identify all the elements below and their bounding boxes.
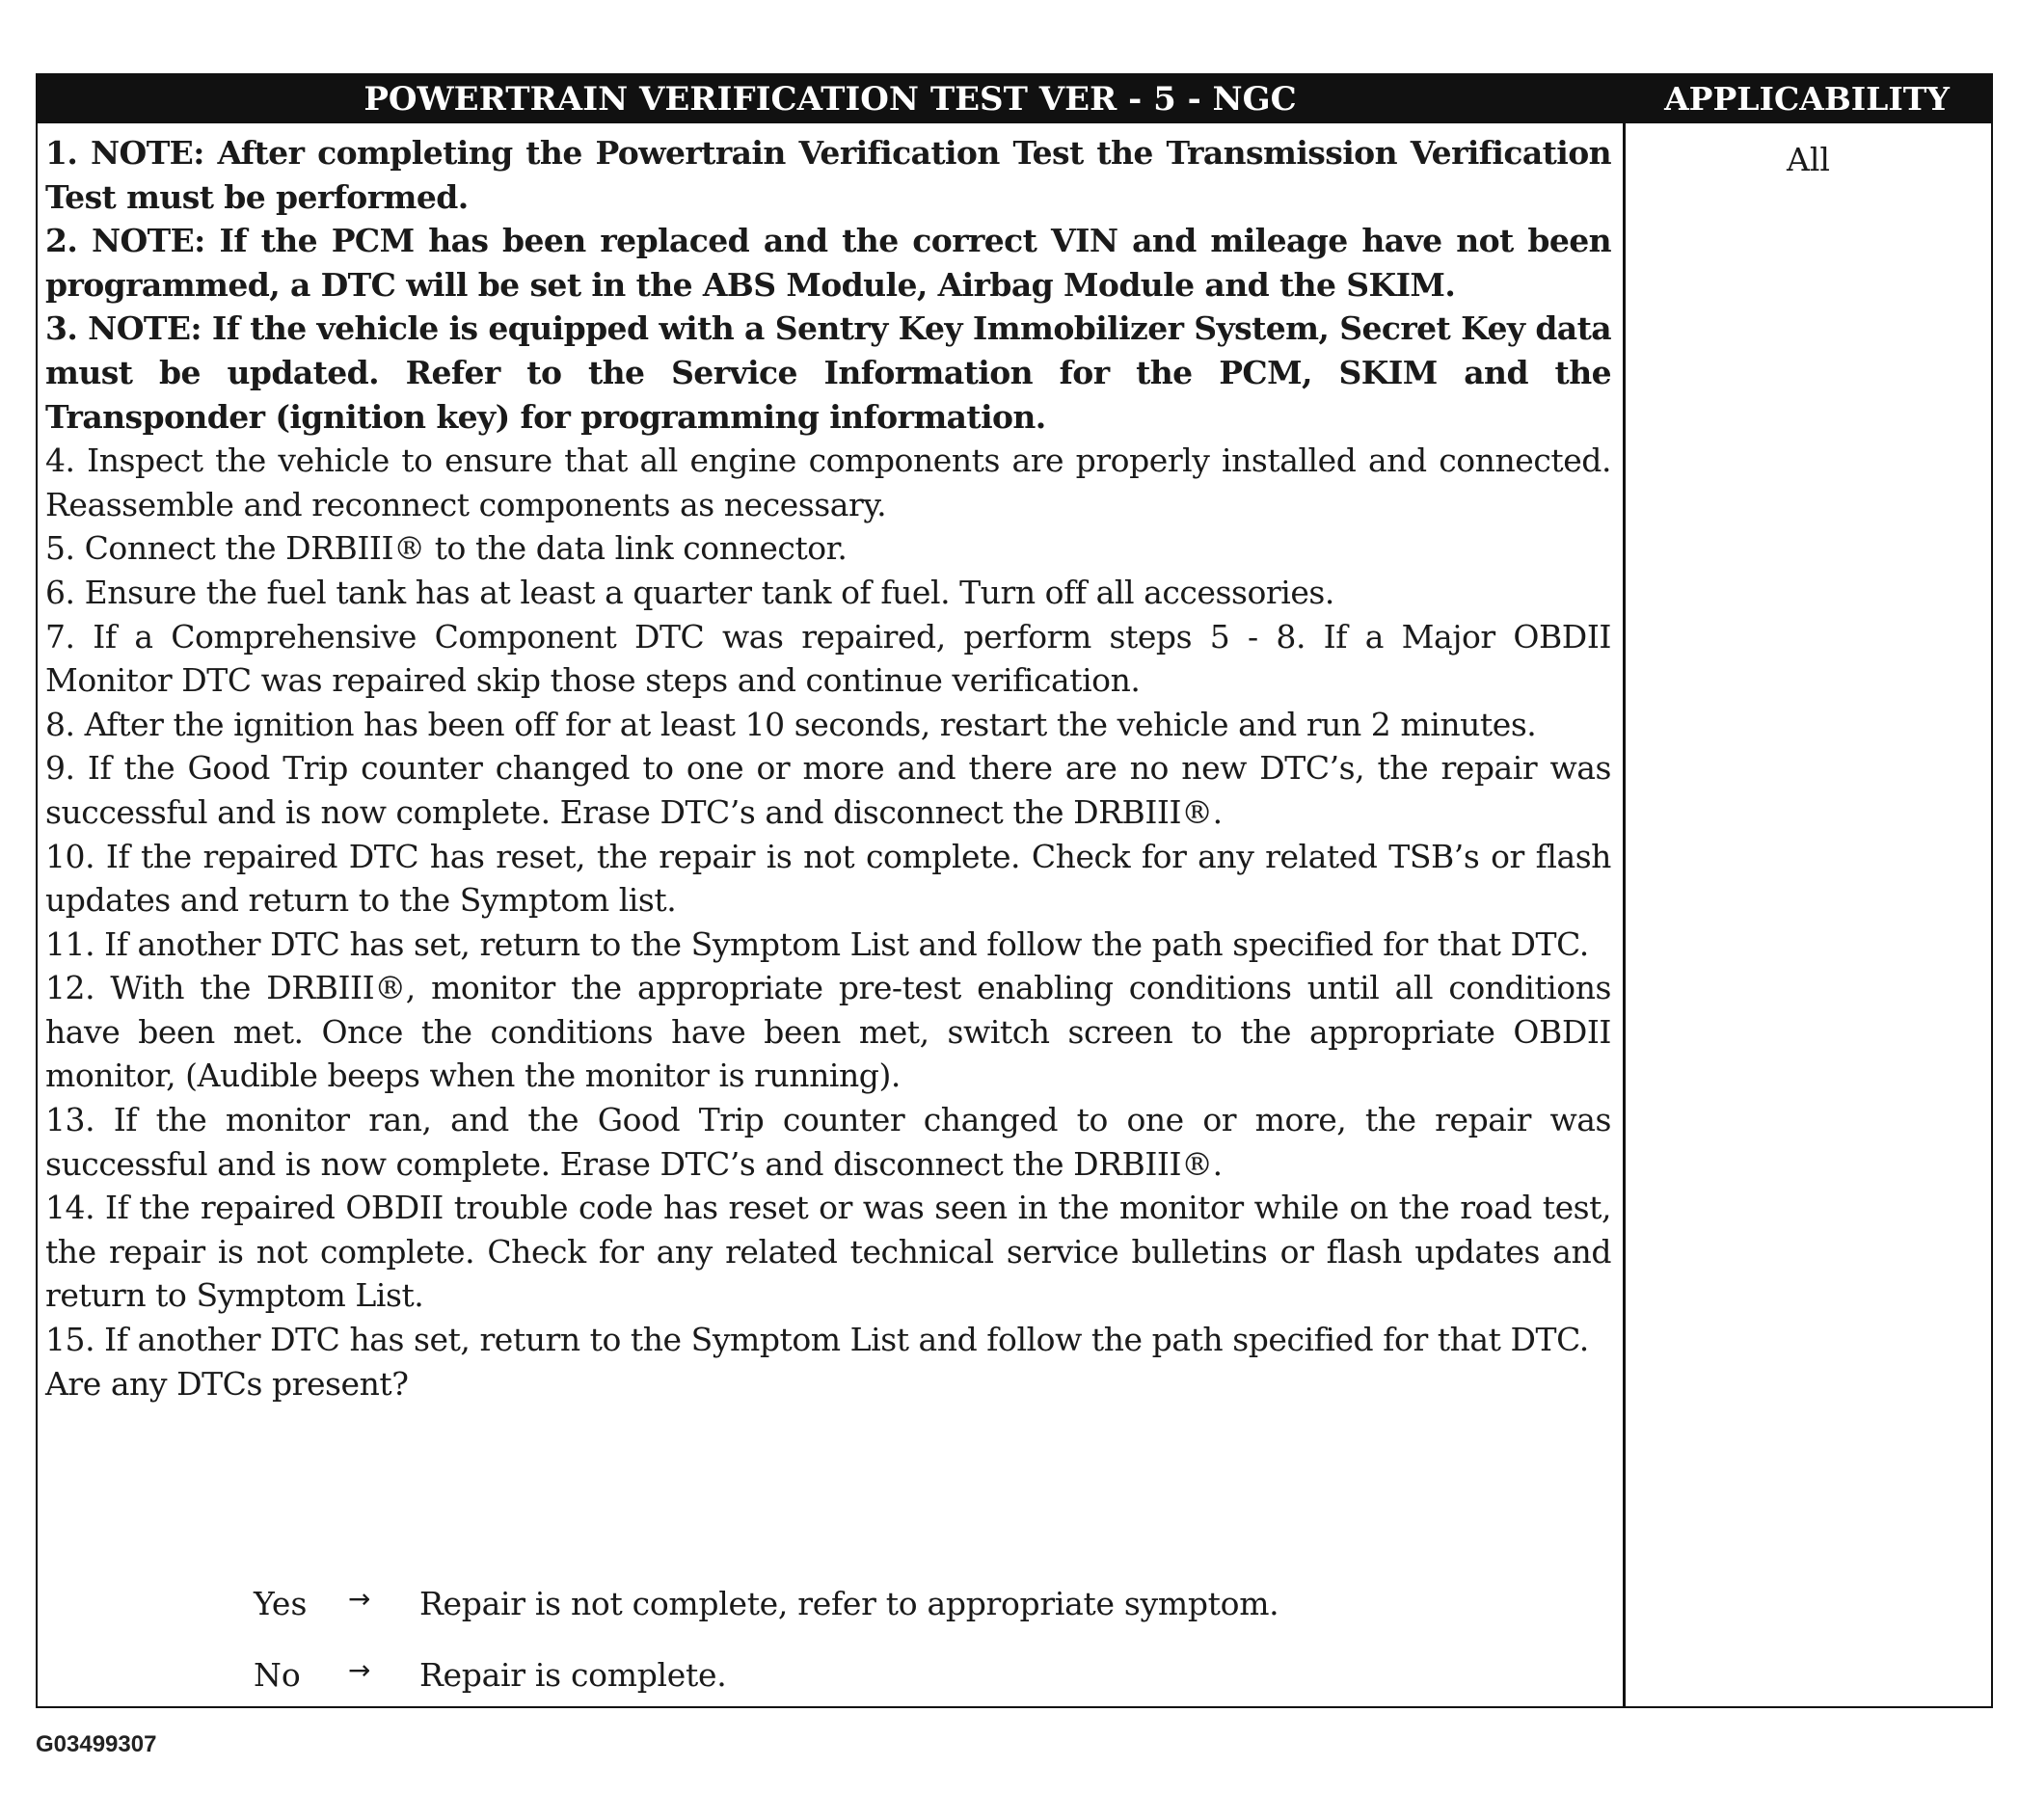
step-item: 5. Connect the DRBIII® to the data link connector.	[45, 529, 848, 568]
step-item: 7. If a Comprehensive Component DTC was repaired, perform steps 5 - 8. If a Major OBDII Monitor DTC was repaired skip those steps and continue verification.	[45, 617, 1611, 700]
answer-options	[45, 1585, 1588, 1727]
question-text: Are any DTCs present?	[45, 1364, 409, 1403]
column-divider	[1623, 123, 1626, 1706]
applicability-value: All	[1787, 141, 1830, 178]
step-item: 2. NOTE: If the PCM has been replaced and the correct VIN and mileage have not been programmed, a DTC will be set in the ABS Module, Airbag Module and the SKIM.	[45, 222, 1611, 304]
step-item: 12. With the DRBIII®, monitor the appropriate pre-test enabling conditions until all conditions have been met. Once the conditions have been met, switch screen to the appropriate OBDII monitor, (Audible beeps when the monitor is running).	[45, 969, 1611, 1095]
answer-no-label: No	[254, 1656, 301, 1694]
applicability-header: APPLICABILITY	[1664, 80, 1950, 118]
step-item: 14. If the repaired OBDII trouble code has reset or was seen in the monitor while on the road test, the repair is not complete. Check for any related technical service bulletins or flash updates and return to Symptom List.	[45, 1189, 1611, 1315]
step-item: 6. Ensure the fuel tank has at least a quarter tank of fuel. Turn off all accessories.	[45, 573, 1334, 611]
steps-column	[45, 131, 1611, 1405]
answer-no	[45, 1656, 1588, 1727]
arrow-right-icon: →	[348, 1583, 371, 1615]
step-item: 15. If another DTC has set, return to the Symptom List and follow the path specified for that DTC.	[45, 1321, 1589, 1359]
answer-yes-text: Repair is not complete, refer to appropriate symptom.	[419, 1585, 1279, 1622]
step-item: 8. After the ignition has been off for at least 10 seconds, restart the vehicle and run 2 minutes.	[45, 705, 1537, 743]
answer-yes-label: Yes	[254, 1585, 308, 1622]
step-item: 3. NOTE: If the vehicle is equipped with a Sentry Key Immobilizer System, Secret Key data must be updated. Refer to the Service Information for the PCM, SKIM and the Transponder (ignition key) for programming information.	[45, 309, 1611, 436]
answer-yes	[45, 1585, 1588, 1656]
step-item: 1. NOTE: After completing the Powertrain Verification Test the Transmission Verification Test must be performed.	[45, 134, 1611, 216]
figure-id: G03499307	[36, 1731, 157, 1757]
step-item: 10. If the repaired DTC has reset, the repair is not complete. Check for any related TSB’s or flash updates and return to the Symptom list.	[45, 837, 1611, 920]
table-header	[38, 75, 1991, 123]
verification-test-table	[36, 73, 1993, 1708]
step-item: 9. If the Good Trip counter changed to one or more and there are no new DTC’s, the repair was successful and is now complete. Erase DTC’s and disconnect the DRBIII®.	[45, 749, 1611, 831]
step-item: 13. If the monitor ran, and the Good Trip counter changed to one or more, the repair was successful and is now complete. Erase DTC’s and disconnect the DRBIII®.	[45, 1101, 1611, 1183]
arrow-right-icon: →	[348, 1654, 371, 1686]
step-item: 4. Inspect the vehicle to ensure that all engine components are properly installed and connected. Reassemble and reconnect components as necessary.	[45, 442, 1611, 523]
table-title: POWERTRAIN VERIFICATION TEST VER - 5 - NGC	[363, 80, 1297, 119]
answer-no-text: Repair is complete.	[419, 1656, 727, 1694]
step-item: 11. If another DTC has set, return to the Symptom List and follow the path specified for that DTC.	[45, 924, 1589, 963]
